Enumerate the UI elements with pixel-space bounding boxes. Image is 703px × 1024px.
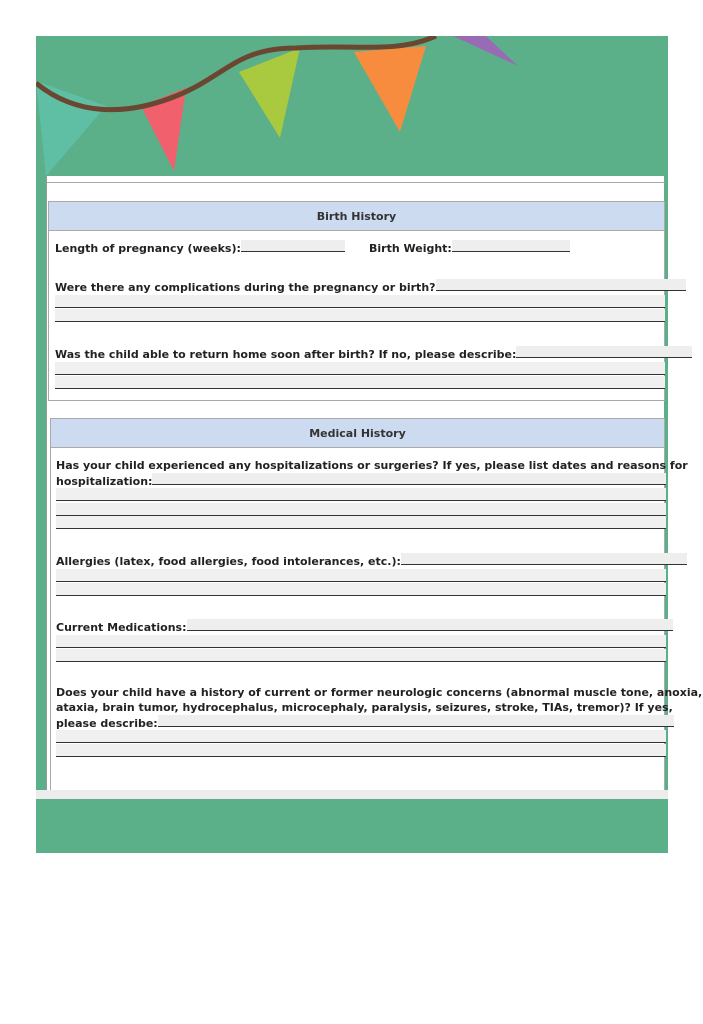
flag-purple <box>453 36 518 66</box>
neuro-label: ataxia, brain tumor, hydrocephalus, microcephaly, paralysis, seizures, stroke, TIAs, tremor)? If yes, <box>56 701 673 714</box>
flag-green <box>239 48 300 138</box>
medical-history-section <box>50 418 703 798</box>
page-frame <box>36 36 703 853</box>
answer-line[interactable] <box>56 503 666 516</box>
divider <box>47 182 665 183</box>
answer-line[interactable] <box>56 649 666 662</box>
answer-line[interactable] <box>55 362 665 375</box>
section-header: Medical History <box>51 419 664 448</box>
form-document <box>46 176 703 790</box>
allergies-field[interactable]: Allergies (latex, food allergies, food intolerances, etc.): <box>56 553 687 569</box>
bunting-banner <box>36 36 668 176</box>
answer-line[interactable] <box>56 516 666 529</box>
pregnancy-length-field[interactable]: Length of pregnancy (weeks): <box>55 240 345 256</box>
answer-line[interactable] <box>55 376 665 389</box>
flag-orange <box>354 46 426 132</box>
hospitalizations-field[interactable]: hospitalization: <box>56 473 666 489</box>
answer-line[interactable] <box>56 569 666 582</box>
birth-weight-field[interactable]: Birth Weight: <box>369 240 570 256</box>
answer-line[interactable] <box>56 730 666 743</box>
page-footer-bar <box>36 790 668 799</box>
return-home-field[interactable]: Was the child able to return home soon after birth? If no, please describe: <box>55 346 692 362</box>
answer-line[interactable] <box>56 583 666 596</box>
answer-line[interactable] <box>56 635 666 648</box>
complications-field[interactable]: Were there any complications during the pregnancy or birth? <box>55 279 686 295</box>
neuro-label: Does your child have a history of current or former neurologic concerns (abnormal muscle tone, anoxia, <box>56 686 703 699</box>
birth-history-section <box>48 201 665 401</box>
section-header: Birth History <box>49 202 664 231</box>
neuro-field[interactable]: please describe: <box>56 715 674 731</box>
medications-field[interactable]: Current Medications: <box>56 619 673 635</box>
answer-line[interactable] <box>56 488 666 501</box>
hospitalizations-label: Has your child experienced any hospitalizations or surgeries? If yes, please list dates and reasons for <box>56 459 688 472</box>
flag-teal <box>36 81 106 176</box>
answer-line[interactable] <box>55 309 665 322</box>
answer-line[interactable] <box>56 744 666 757</box>
answer-line[interactable] <box>55 295 665 308</box>
